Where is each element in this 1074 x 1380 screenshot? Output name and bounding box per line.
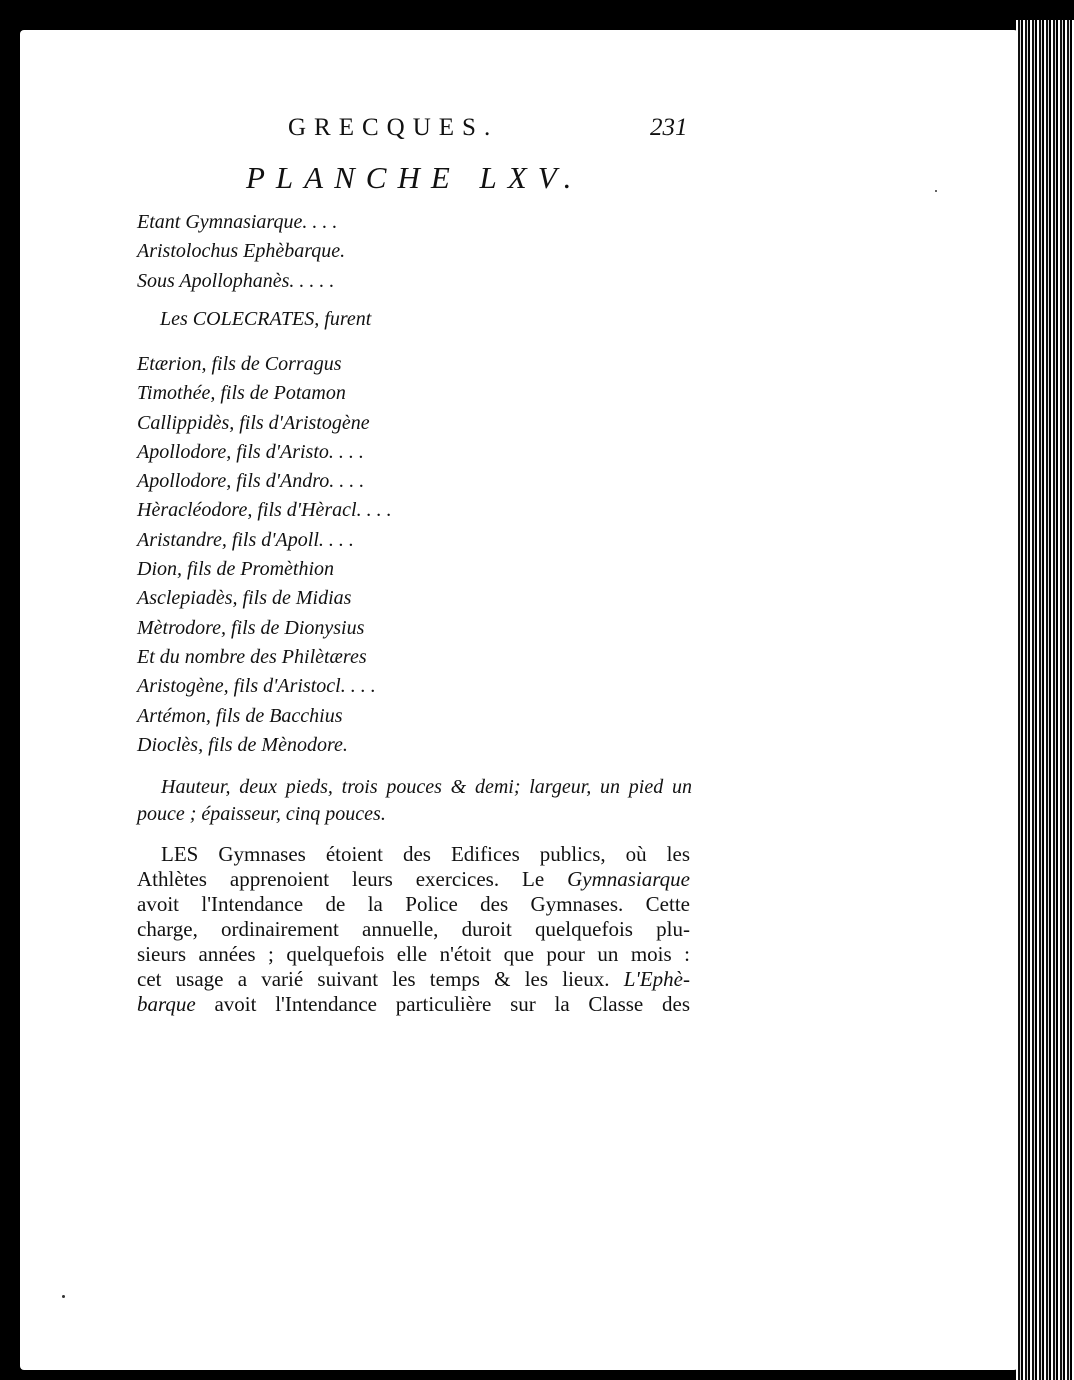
name-line: Aristandre, fils d'Apoll. . . . (137, 528, 354, 551)
body-paragraph (137, 842, 690, 1017)
paragraph-text: avoit l'Intendance particulière sur la Classe des (195, 992, 690, 1016)
name-line: Artémon, fils de Bacchius (137, 704, 343, 727)
name-line: Aristogène, fils d'Aristocl. . . . (137, 675, 376, 698)
page-edge-shadow (1016, 20, 1074, 1380)
paper-speck (935, 190, 937, 192)
name-line: Asclepiadès, fils de Midias (137, 587, 352, 610)
paragraph-line: avoit l'Intendance de la Police des Gymnases. Cette (137, 892, 690, 916)
name-line: Timothée, fils de Potamon (137, 382, 346, 405)
plate-title: PLANCHE LXV. (246, 160, 583, 195)
paragraph-text: Athlètes apprenoient leurs exercices. Le (137, 867, 568, 891)
name-line: Hèracléodore, fils d'Hèracl. . . . (137, 499, 392, 522)
name-line: Etærion, fils de Corragus (137, 353, 342, 375)
paragraph-line (137, 967, 690, 992)
paragraph-term: L'Ephè- (623, 967, 690, 991)
paragraph-term: barque (137, 992, 196, 1016)
paragraph-line (137, 867, 690, 892)
paragraph-term: Gymnasiarque (567, 867, 690, 891)
name-line: Apollodore, fils d'Andro. . . . (137, 470, 365, 493)
paragraph-text: cet usage a varié suivant les temps & les lieux. (137, 967, 624, 991)
name-line: Dioclès, fils de Mènodore. (137, 733, 348, 756)
paragraph-line (137, 992, 690, 1017)
name-line: Apollodore, fils d'Aristo. . . . (137, 440, 364, 463)
inscription-intro (137, 208, 345, 296)
name-line: Callippidès, fils d'Aristogène (137, 411, 370, 434)
inscription-line: Aristolochus Ephèbarque. (137, 240, 346, 263)
paragraph-line: LES Gymnases étoient des Edifices publics, où les (161, 842, 690, 866)
inscription-line: Sous Apollophanès. . . . . (137, 269, 335, 292)
paragraph-line: sieurs années ; quelquefois elle n'étoit que pour un mois : (137, 942, 690, 966)
paragraph-line: charge, ordinairement annuelle, duroit quelquefois plu- (137, 917, 690, 941)
running-title: GRECQUES. (288, 114, 499, 141)
page-number: 231 (650, 114, 688, 141)
colecrates-heading: Les COLECRATES, furent (160, 308, 372, 330)
dimensions-note: Hauteur, deux pieds, trois pouces & demi; largeur, un pied un pouce ; épaisseur, cinq pouces. (137, 776, 692, 825)
name-line: Et du nombre des Philètæres (137, 645, 367, 668)
names-list (137, 350, 392, 760)
inscription-line: Etant Gymnasiarque. . . . (137, 211, 338, 233)
name-line: Dion, fils de Promèthion (137, 558, 335, 581)
name-line: Mètrodore, fils de Dionysius (137, 616, 365, 639)
paper-speck (62, 1295, 65, 1298)
